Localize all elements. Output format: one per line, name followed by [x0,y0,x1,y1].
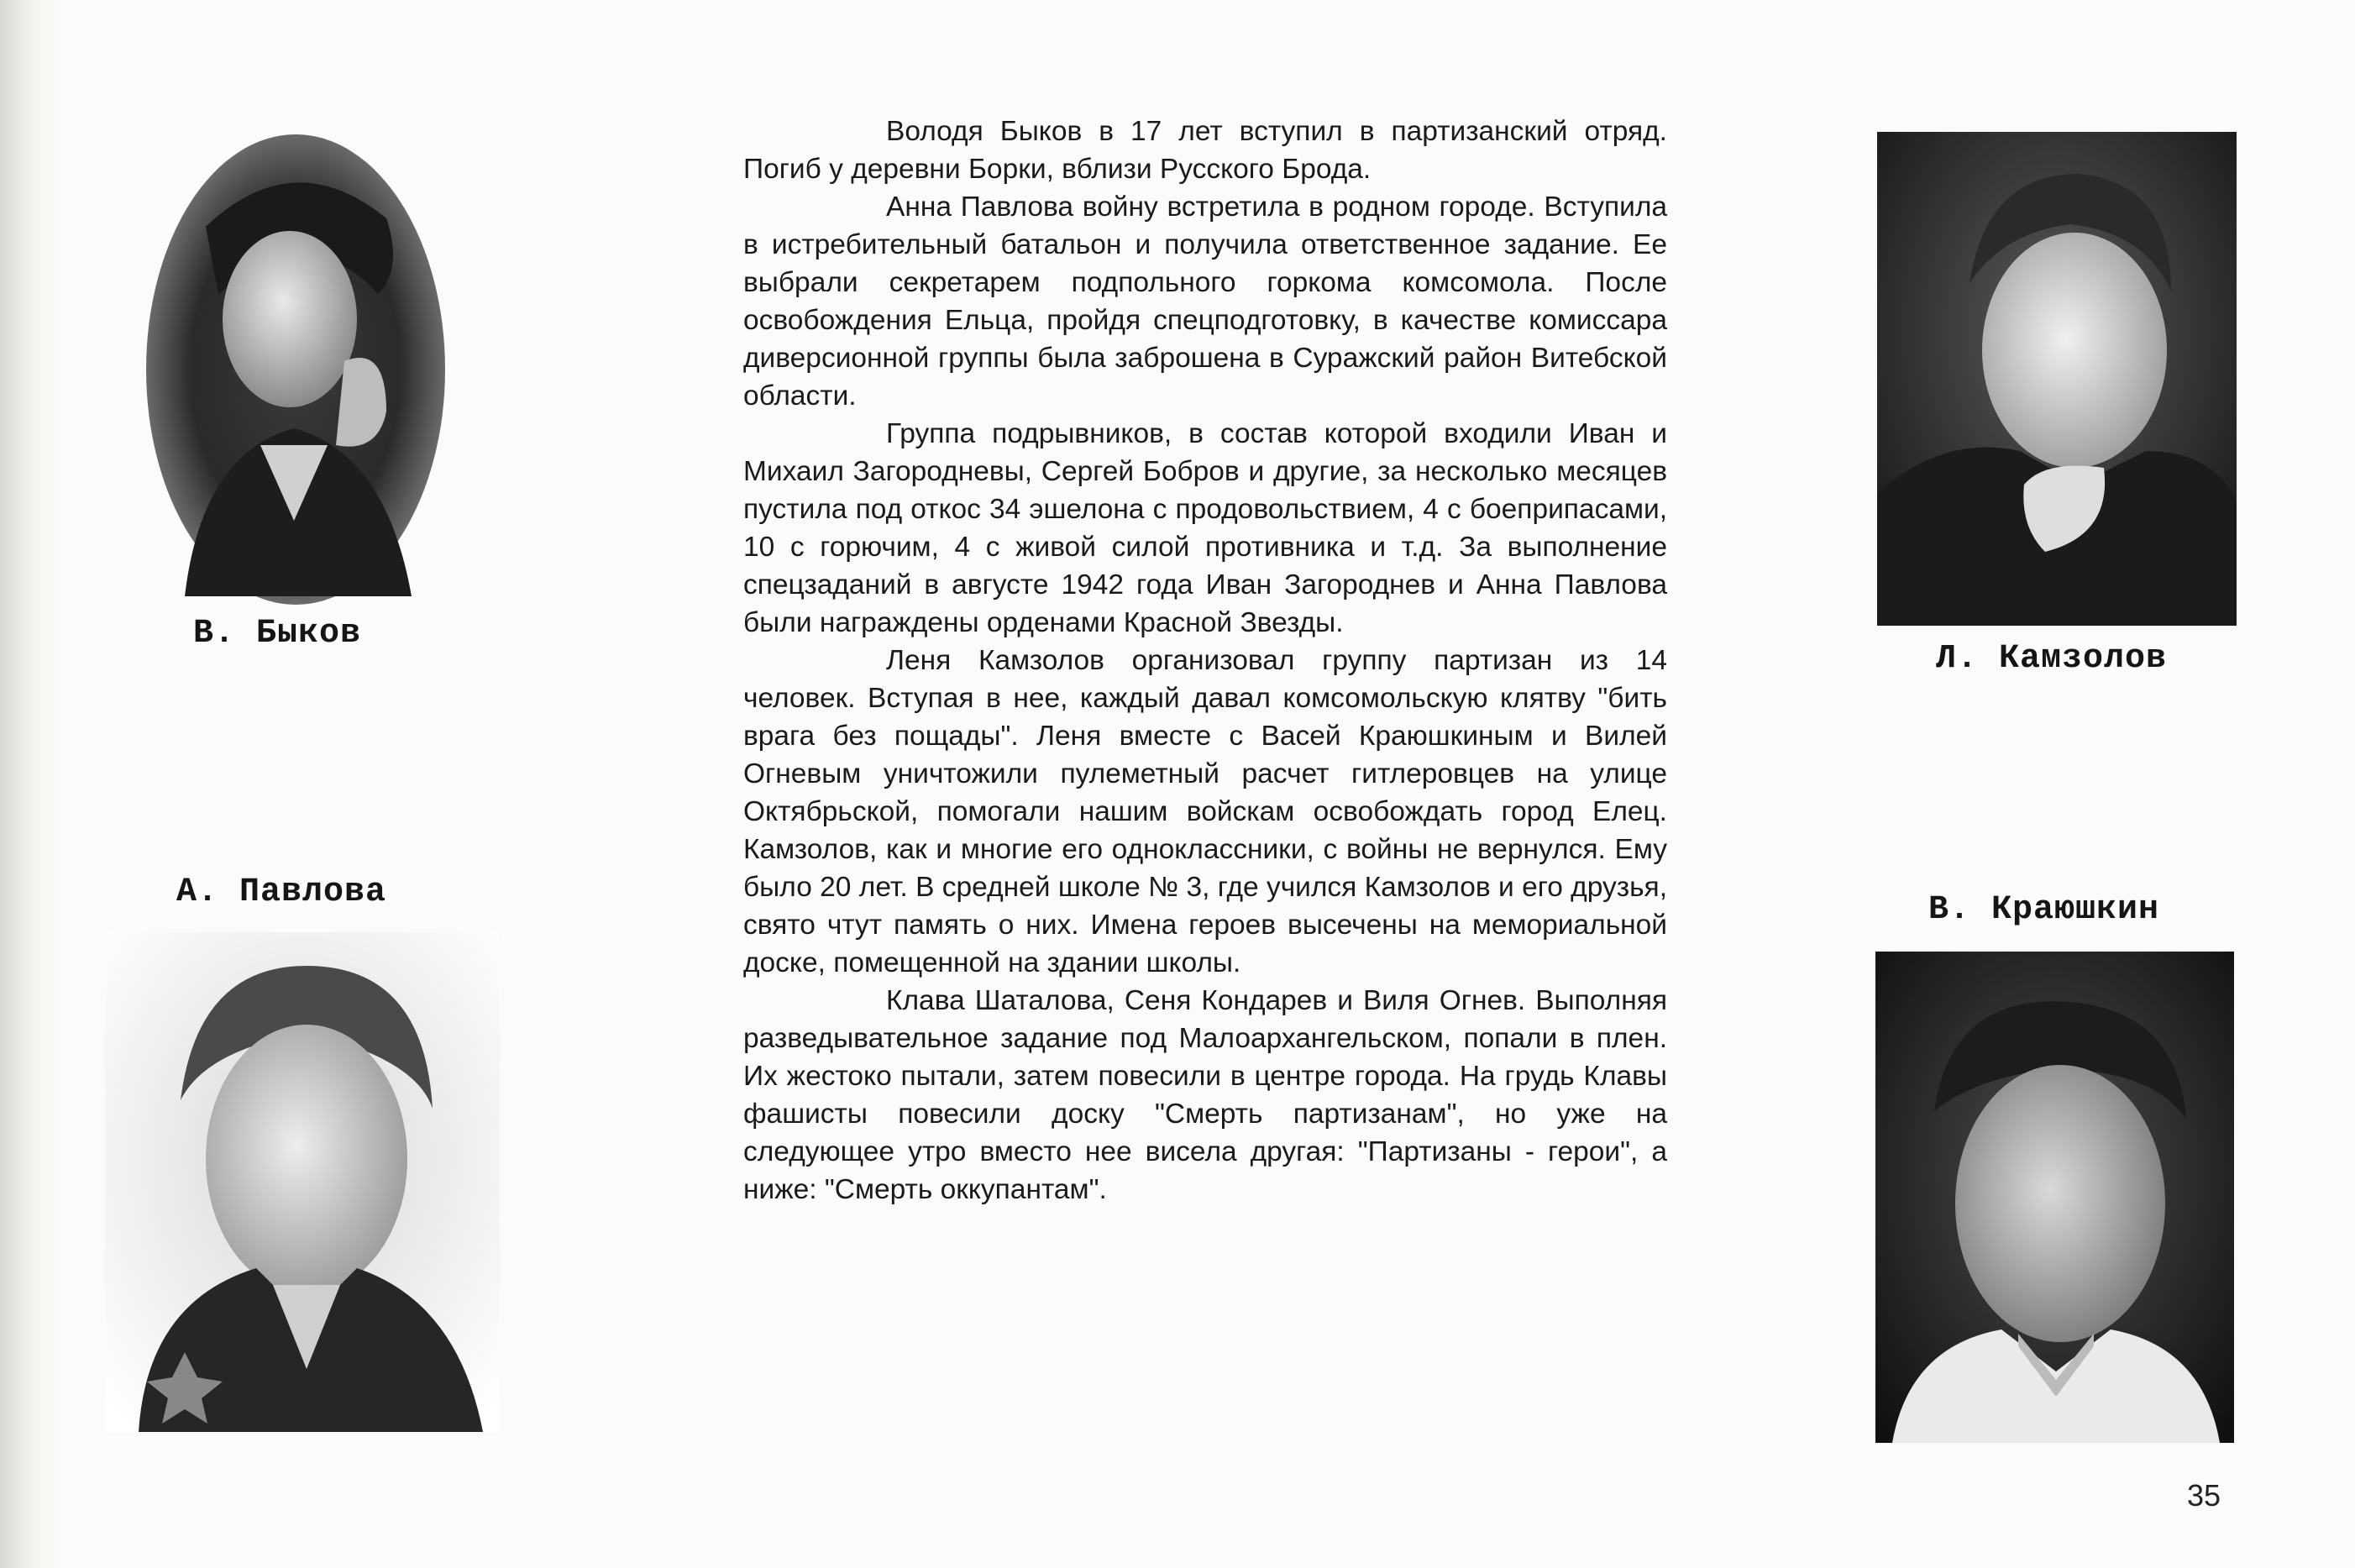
paragraph-pavlova: Анна Павлова войну встретила в родном городе. Вступила в истребительный батальон и получила ответственное задание. Ее выбрали секретарем подпольного горкома комсомола. После освобождения Ельца, пройдя спецподготовку, в качестве комиссара диверсионной группы была заброшена в Суражский район Витебской области. [743,191,1667,412]
portrait-photo-kamzolov [1877,132,2237,626]
portrait-photo-pavlova [105,932,500,1432]
paragraph-kamzolov: Леня Камзолов организовал группу партизан из 14 человек. Вступая в нее, каждый давал комсомольскую клятву "бить врага без пощады". Леня вместе с Васей Краюшкиным и Вилей Огневым уничтожили пулеметный расчет гитлеровцев на улице Октябрьской, помогали нашим войскам освобождать город Елец. Камзолов, как и многие его одноклассники, с войны не вернулся. Ему было 20 лет. В средней школе № 3, где учился Камзолов и его друзья, свято чтут память о них. Имена героев высечены на мемориальной доске, помещенной на здании школы. [743,645,1667,978]
paragraph-shatalova: Клава Шаталова, Сеня Кондарев и Виля Огнев. Выполняя разведывательное задание под Малоархангельском, попали в плен. Их жестоко пытали, затем повесили в центре города. На грудь Клавы фашисты повесили доску "Смерть партизанам", но уже на следующее утро вместо нее висела другая: "Партизаны - герои", а ниже: "Смерть оккупантам". [743,985,1667,1205]
portrait-image-bykov [134,126,458,613]
article-text [743,113,1667,1209]
page-gutter-shadow [0,0,59,1568]
portrait-image-pavlova [105,932,500,1432]
portrait-photo-kraushkin [1875,952,2234,1443]
caption-bykov: В. Быков [193,615,362,653]
paragraph-bykov: Володя Быков в 17 лет вступил в партизанский отряд. Погиб у деревни Борки, вблизи Русского Брода. [743,116,1667,185]
portrait-image-kamzolov [1877,132,2237,626]
page-number: 35 [2187,1478,2221,1513]
caption-kamzolov: Л. Камзолов [1936,640,2168,678]
portrait-image-kraushkin [1875,952,2234,1443]
caption-pavlova: А. Павлова [176,873,387,911]
paragraph-demolition-group: Группа подрывников, в состав которой входили Иван и Михаил Загородневы, Сергей Бобров и другие, за несколько месяцев пустила под откос 34 эшелона с продовольствием, 4 с боеприпасами, 10 с горючим, 4 с живой силой противника и т.д. За выполнение спецзаданий в августе 1942 года Иван Загороднев и Анна Павлова были награждены орденами Красной Звезды. [743,418,1667,638]
caption-kraushkin: В. Краюшкин [1928,891,2160,929]
portrait-photo-bykov [134,126,458,613]
